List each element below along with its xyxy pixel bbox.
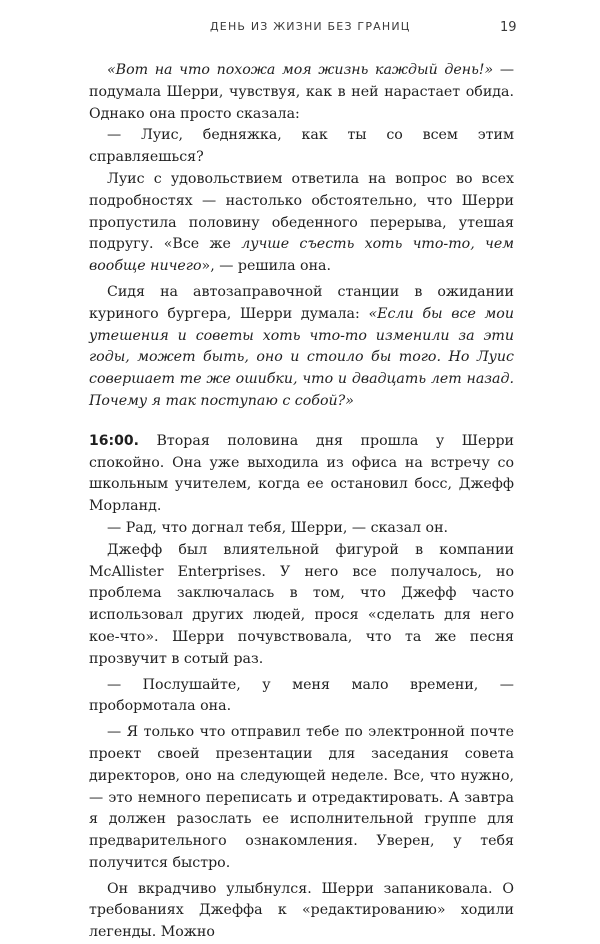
paragraph-text: Сидя на автозаправочной станции в ожидании куриного бургера, Шерри думала: — [89, 283, 514, 322]
italic-thought: «Если бы все мои утешения и советы хоть что-то изменили за эти годы, может быть, оно и стоило бы того. Но Луис совершает те же ошибки, что и двадцать лет назад. Почему я так поступаю с собой?» — [89, 305, 514, 409]
paragraph-section-start — [89, 431, 514, 518]
paragraph — [89, 169, 514, 278]
time-label: 16:00. — [89, 432, 139, 449]
paragraph-text: — подумала Шерри, чувствуя, как в ней нарастает обида. Однако она просто сказала: — [89, 62, 515, 122]
running-title: ДЕНЬ ИЗ ЖИЗНИ БЕЗ ГРАНИЦ — [210, 20, 411, 33]
paragraph: — Послушайте, у меня мало времени, — пробормотала она. — [89, 676, 514, 715]
paragraph: Он вкрадчиво улыбнулся. Шерри запаниковала. О требованиях Джеффа к «редактированию» ходили легенды. Можно — [89, 880, 514, 941]
paragraph: — Рад, что догнал тебя, Шерри, — сказал он. — [107, 519, 449, 536]
paragraph: — Я только что отправил тебе по электронной почте проект своей презентации для заседания совета директоров, оно на следующей неделе. Все, что нужно, — это немного переписать и отредактировать. А завтра я должен разослать ее исполнительной группе для предварительного ознакомления. Уверен, у тебя получится быстро. — [89, 724, 514, 871]
paragraph: — Луис, бедняжка, как ты со всем этим справляешься? — [89, 127, 514, 166]
italic-phrase: лучше съесть хоть что-то, чем вообще ничего — [89, 236, 514, 275]
body-text — [89, 60, 514, 944]
paragraph-text: », — решила она. — [201, 258, 331, 275]
paragraph — [89, 60, 514, 125]
page-number: 19 — [500, 20, 517, 35]
paragraph-text: Луис с удовольствием ответила на вопрос во всех подробностях — настолько обстоятельно, что Шерри пропустила половину обеденного перерыва, утешая подругу. «Все же — [89, 170, 514, 253]
paragraph — [89, 282, 514, 413]
running-head — [0, 20, 600, 40]
paragraph-text: Вторая половина дня прошла у Шерри спокойно. Она уже выходила из офиса на встречу со школьным учителем, когда ее остановил босс, Джефф Морланд. — [89, 432, 514, 515]
italic-quote: «Вот на что похожа моя жизнь каждый день!» — [107, 62, 494, 78]
paragraph: Джефф был влиятельной фигурой в компании McAllister Enterprises. У него все получалось, но проблема заключалась в том, что Джефф часто использовал других людей, прося «сделать для него кое-что». Шерри почувствовала, что та же песня прозвучит в сотый раз. — [89, 541, 514, 667]
